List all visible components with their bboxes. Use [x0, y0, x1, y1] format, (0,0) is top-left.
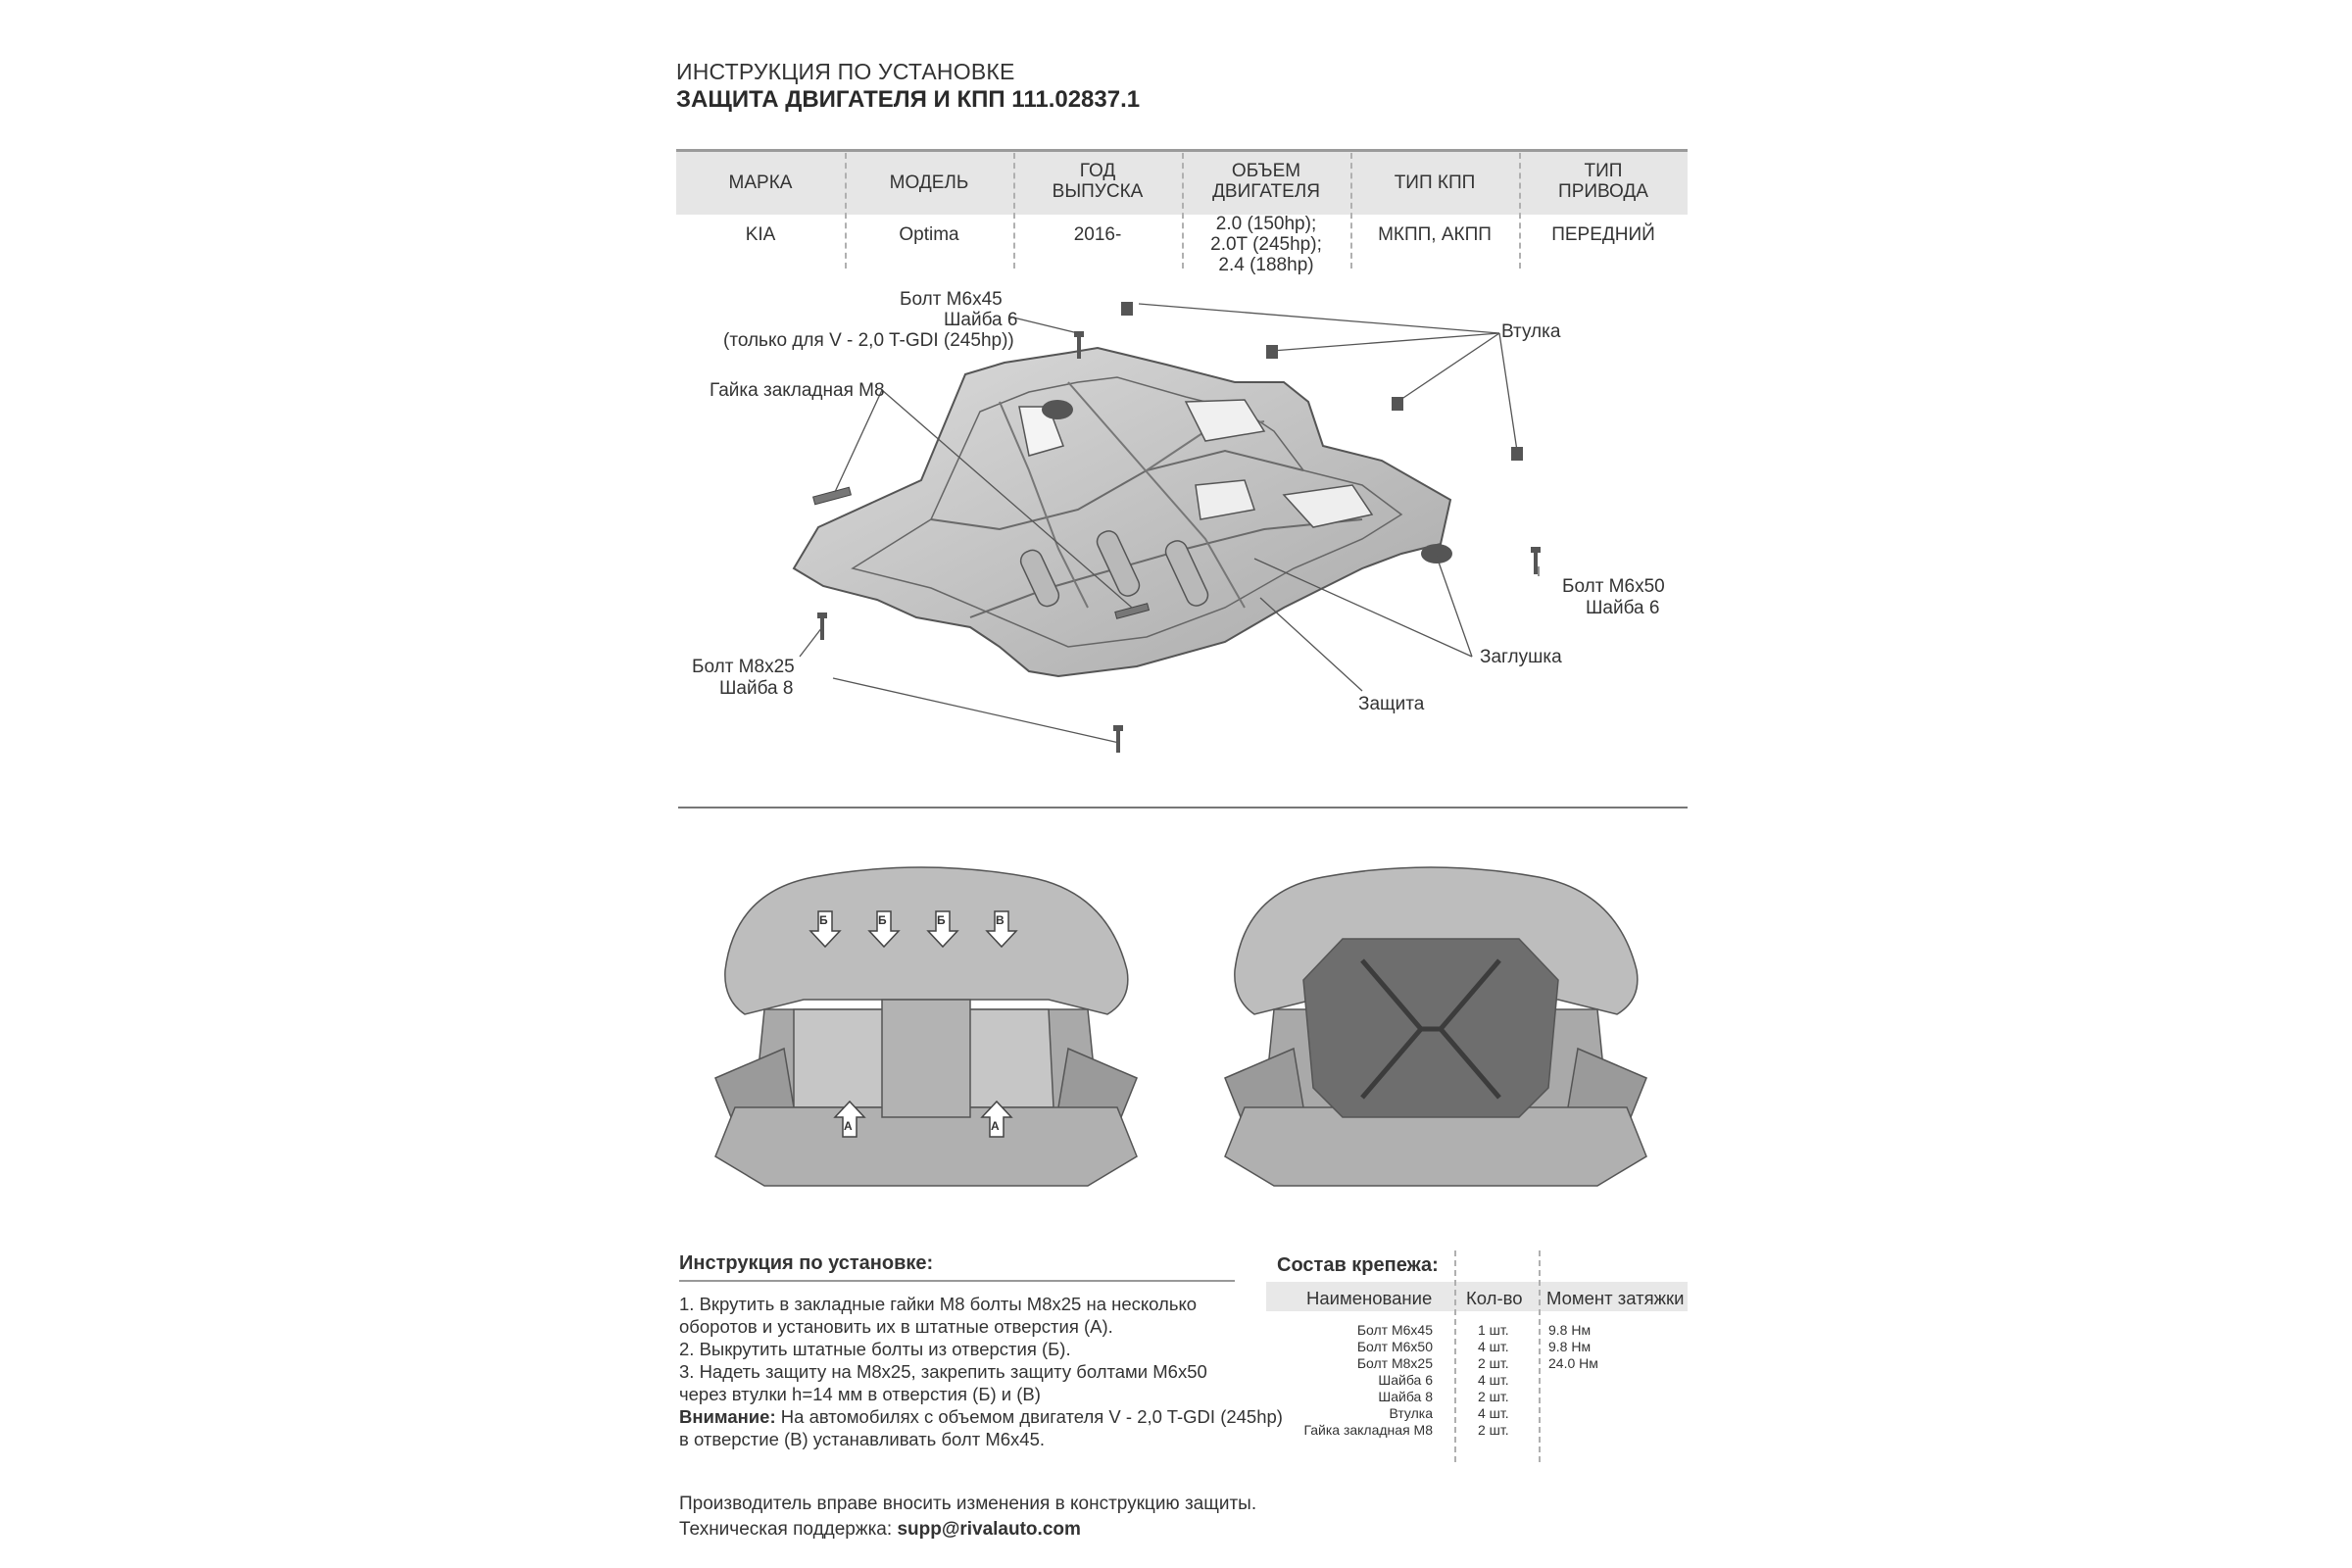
- label-plug: Заглушка: [1480, 647, 1562, 667]
- header-model: МОДЕЛЬ: [889, 172, 969, 193]
- header-drive: ТИП ПРИВОДА: [1558, 161, 1648, 202]
- header-brand: МАРКА: [728, 172, 793, 193]
- header-year: ГОД ВЫПУСКА: [1052, 161, 1144, 202]
- column-divider: [845, 153, 847, 269]
- value-gearbox: МКПП, АКПП: [1378, 224, 1492, 245]
- label-washer-8: Шайба 8: [719, 678, 794, 699]
- fasteners-header-qty: Кол-во: [1466, 1288, 1523, 1308]
- header-engine: ОБЪЕМ ДВИГАТЕЛЯ: [1212, 161, 1320, 202]
- label-guard: Защита: [1358, 694, 1425, 714]
- header-gearbox: ТИП КПП: [1394, 172, 1476, 193]
- column-divider: [1454, 1250, 1456, 1462]
- note-label: Внимание:: [679, 1406, 776, 1427]
- instruction-step: через втулки h=14 мм в отверстия (Б) и (В): [679, 1384, 1041, 1404]
- column-divider: [1539, 1250, 1541, 1462]
- note-text: На автомобилях с объемом двигателя V - 2,0 T-GDI (245hp): [775, 1406, 1283, 1427]
- fasteners-header-name: Наименование: [1306, 1288, 1433, 1308]
- fastener-torque: 9.8 Нм: [1548, 1322, 1592, 1338]
- fastener-name: Болт М6х45: [1356, 1322, 1433, 1338]
- exploded-diagram: [676, 274, 1688, 804]
- fastener-qty: 1 шт.: [1478, 1322, 1509, 1338]
- label-washer-6-top: Шайба 6: [944, 310, 1018, 330]
- underbody-drawings: [676, 853, 1688, 1196]
- instruction-step: 1. Вкрутить в закладные гайки М8 болты М8х25 на несколько: [679, 1294, 1198, 1314]
- value-engine: 2.0 (150hp); 2.0T (245hp); 2.4 (188hp): [1210, 214, 1322, 275]
- instructions-rule: [679, 1280, 1235, 1282]
- doc-subtitle: ЗАЩИТА ДВИГАТЕЛЯ И КПП 111.02837.1: [676, 86, 1141, 113]
- marker-a-2: А: [991, 1119, 1000, 1133]
- fastener-name: Шайба 6: [1378, 1372, 1433, 1388]
- fastener-torque: 9.8 Нм: [1548, 1339, 1592, 1354]
- instruction-step: 3. Надеть защиту на М8х25, закрепить защиту болтами М6х50: [679, 1361, 1207, 1382]
- marker-v: В: [996, 913, 1004, 927]
- value-brand: KIA: [745, 224, 776, 245]
- marker-b-3: Б: [937, 913, 946, 927]
- fastener-qty: 2 шт.: [1478, 1422, 1509, 1438]
- instruction-step: 2. Выкрутить штатные болты из отверстия (Б).: [679, 1339, 1071, 1359]
- installation-views: [676, 853, 1688, 1196]
- instruction-note-cont: в отверстие (В) устанавливать болт М6х45.: [679, 1429, 1045, 1449]
- column-divider: [1350, 153, 1352, 269]
- fasteners-header-torque: Момент затяжки: [1546, 1288, 1685, 1308]
- marker-b-1: Б: [819, 913, 828, 927]
- support-email-link[interactable]: supp@rivalauto.com: [897, 1519, 1081, 1540]
- support-label: Техническая поддержка:: [679, 1519, 898, 1540]
- fastener-torque: 24.0 Нм: [1548, 1355, 1598, 1371]
- fastener-name: Шайба 8: [1378, 1389, 1433, 1404]
- disclaimer: Производитель вправе вносить изменения в конструкцию защиты.: [679, 1494, 1257, 1514]
- underbody-after: [1225, 867, 1646, 1186]
- marker-b-2: Б: [878, 913, 887, 927]
- marker-a-1: А: [844, 1119, 853, 1133]
- label-embedded-nut-m8: Гайка закладная М8: [710, 380, 885, 401]
- value-model: Optima: [899, 224, 959, 245]
- fastener-qty: 4 шт.: [1478, 1372, 1509, 1388]
- fastener-qty: 2 шт.: [1478, 1355, 1509, 1371]
- fastener-qty: 4 шт.: [1478, 1405, 1509, 1421]
- instruction-step: оборотов и установить их в штатные отверстия (А).: [679, 1316, 1113, 1337]
- fastener-qty: 2 шт.: [1478, 1389, 1509, 1404]
- fastener-name: Гайка закладная М8: [1303, 1422, 1433, 1438]
- label-note-v20: (только для V - 2,0 T-GDI (245hp)): [723, 330, 1014, 351]
- value-year: 2016-: [1073, 224, 1122, 245]
- value-drive: ПЕРЕДНИЙ: [1551, 224, 1655, 245]
- label-washer-6-right: Шайба 6: [1586, 598, 1660, 618]
- skid-plate-exploded-drawing: [676, 274, 1688, 804]
- label-bushing: Втулка: [1501, 321, 1561, 342]
- section-divider: [678, 807, 1688, 808]
- label-bolt-m6x50: Болт М6х50: [1562, 576, 1665, 597]
- fasteners-title: Состав крепежа:: [1277, 1254, 1439, 1276]
- spec-table: [676, 149, 1688, 274]
- label-bolt-m8x25: Болт М8х25: [692, 657, 795, 677]
- doc-title: ИНСТРУКЦИЯ ПО УСТАНОВКЕ: [676, 59, 1015, 84]
- label-bolt-m6x45: Болт М6х45: [900, 289, 1003, 310]
- instructions-title: Инструкция по установке:: [679, 1252, 934, 1274]
- fastener-name: Болт М8х25: [1356, 1355, 1433, 1371]
- fastener-name: Болт М6х50: [1356, 1339, 1433, 1354]
- fastener-name: Втулка: [1389, 1405, 1433, 1421]
- support-line: [679, 1519, 1081, 1541]
- fastener-qty: 4 шт.: [1478, 1339, 1509, 1354]
- underbody-before: [715, 867, 1137, 1186]
- instruction-note: [679, 1406, 1283, 1428]
